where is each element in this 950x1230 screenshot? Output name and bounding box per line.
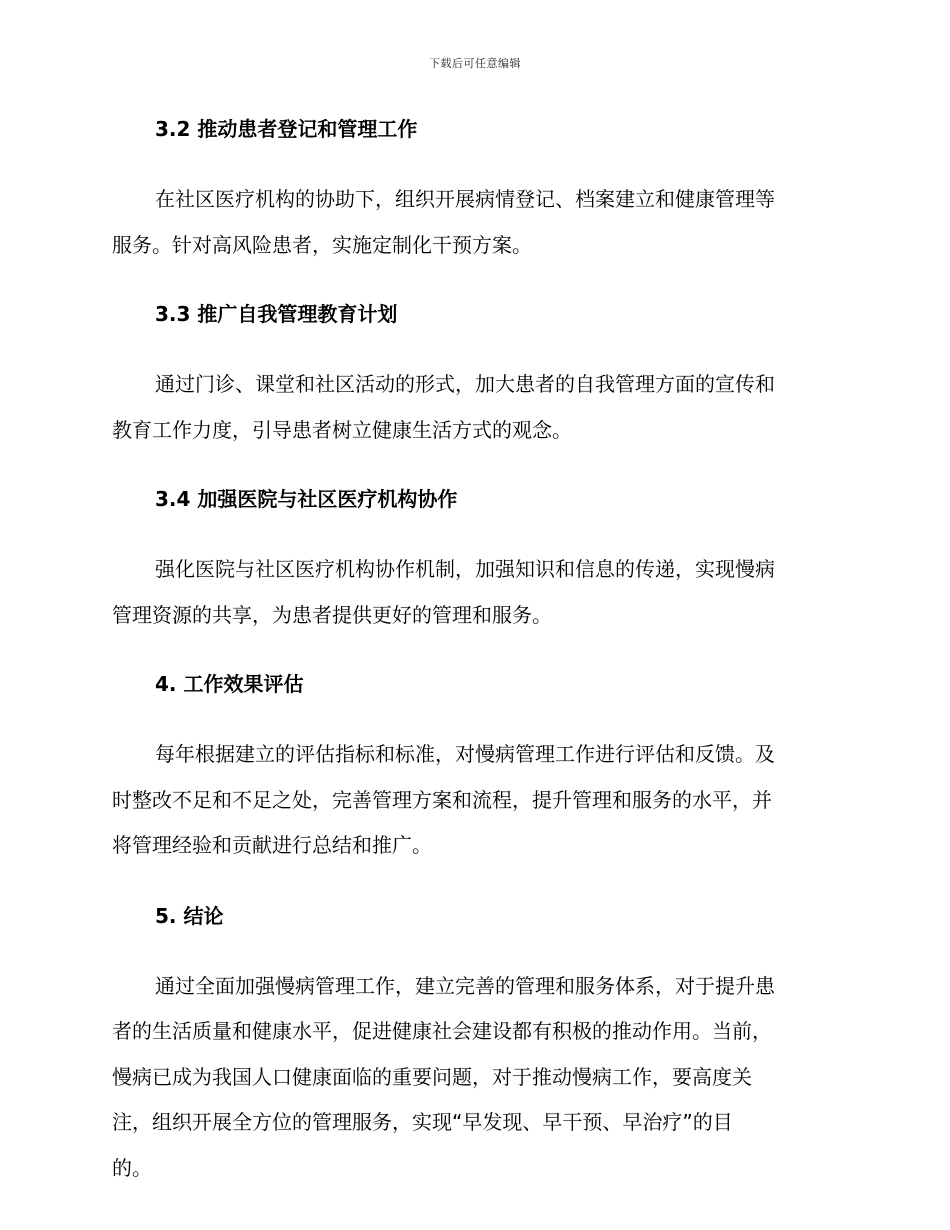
- paragraph-line: 管理资源的共享，为患者提供更好的管理和服务。: [112, 602, 552, 627]
- paragraph-line: 在社区医疗机构的协助下，组织开展病情登记、档案建立和健康管理等: [155, 187, 775, 211]
- paragraph-line: 注，组织开展全方位的管理服务，实现“早发现、早干预、早治疗”的目: [112, 1110, 733, 1134]
- section-3-4: [112, 477, 830, 662]
- section-paragraph: [112, 177, 830, 268]
- section-4: [112, 662, 830, 894]
- section-5: [112, 894, 830, 1192]
- section-heading: 3.4 加强医院与社区医疗机构协作: [155, 487, 458, 511]
- paragraph-line: 教育工作力度，引导患者树立健康生活方式的观念。: [112, 417, 572, 442]
- paragraph-line: 每年根据建立的评估指标和标准，对慢病管理工作进行评估和反馈。及: [155, 742, 775, 766]
- paragraph-line: 通过门诊、课堂和社区活动的形式，加大患者的自我管理方面的宣传和: [155, 372, 775, 396]
- section-heading: 3.2 推动患者登记和管理工作: [155, 117, 418, 141]
- paragraph-line: 服务。针对高风险患者，实施定制化干预方案。: [112, 232, 532, 257]
- section-3-2: [112, 107, 830, 292]
- section-paragraph: [112, 964, 830, 1192]
- section-paragraph: [112, 362, 830, 453]
- paragraph-line: 强化医院与社区医疗机构协作机制，加强知识和信息的传递，实现慢病: [155, 557, 775, 581]
- section-3-3: [112, 292, 830, 477]
- section-paragraph: [112, 547, 830, 638]
- paragraph-line: 将管理经验和贡献进行总结和推广。: [112, 833, 432, 857]
- paragraph-line: 时整改不足和不足之处，完善管理方案和流程，提升管理和服务的水平，并: [112, 787, 772, 812]
- paragraph-line: 的。: [112, 1155, 152, 1180]
- section-heading: 5. 结论: [155, 903, 224, 928]
- section-heading: 3.3 推广自我管理教育计划: [155, 302, 398, 326]
- paragraph-line: 通过全面加强慢病管理工作，建立完善的管理和服务体系，对于提升患: [155, 973, 775, 998]
- page-header: 下载后可任意编辑: [429, 57, 521, 70]
- section-paragraph: [112, 732, 830, 869]
- section-heading: 4. 工作效果评估: [155, 672, 304, 696]
- document-body: [112, 107, 830, 1191]
- paragraph-line: 者的生活质量和健康水平，促进健康社会建设都有积极的推动作用。当前，: [112, 1019, 772, 1043]
- paragraph-line: 慢病已成为我国人口健康面临的重要问题，对于推动慢病工作，要高度关: [112, 1064, 752, 1089]
